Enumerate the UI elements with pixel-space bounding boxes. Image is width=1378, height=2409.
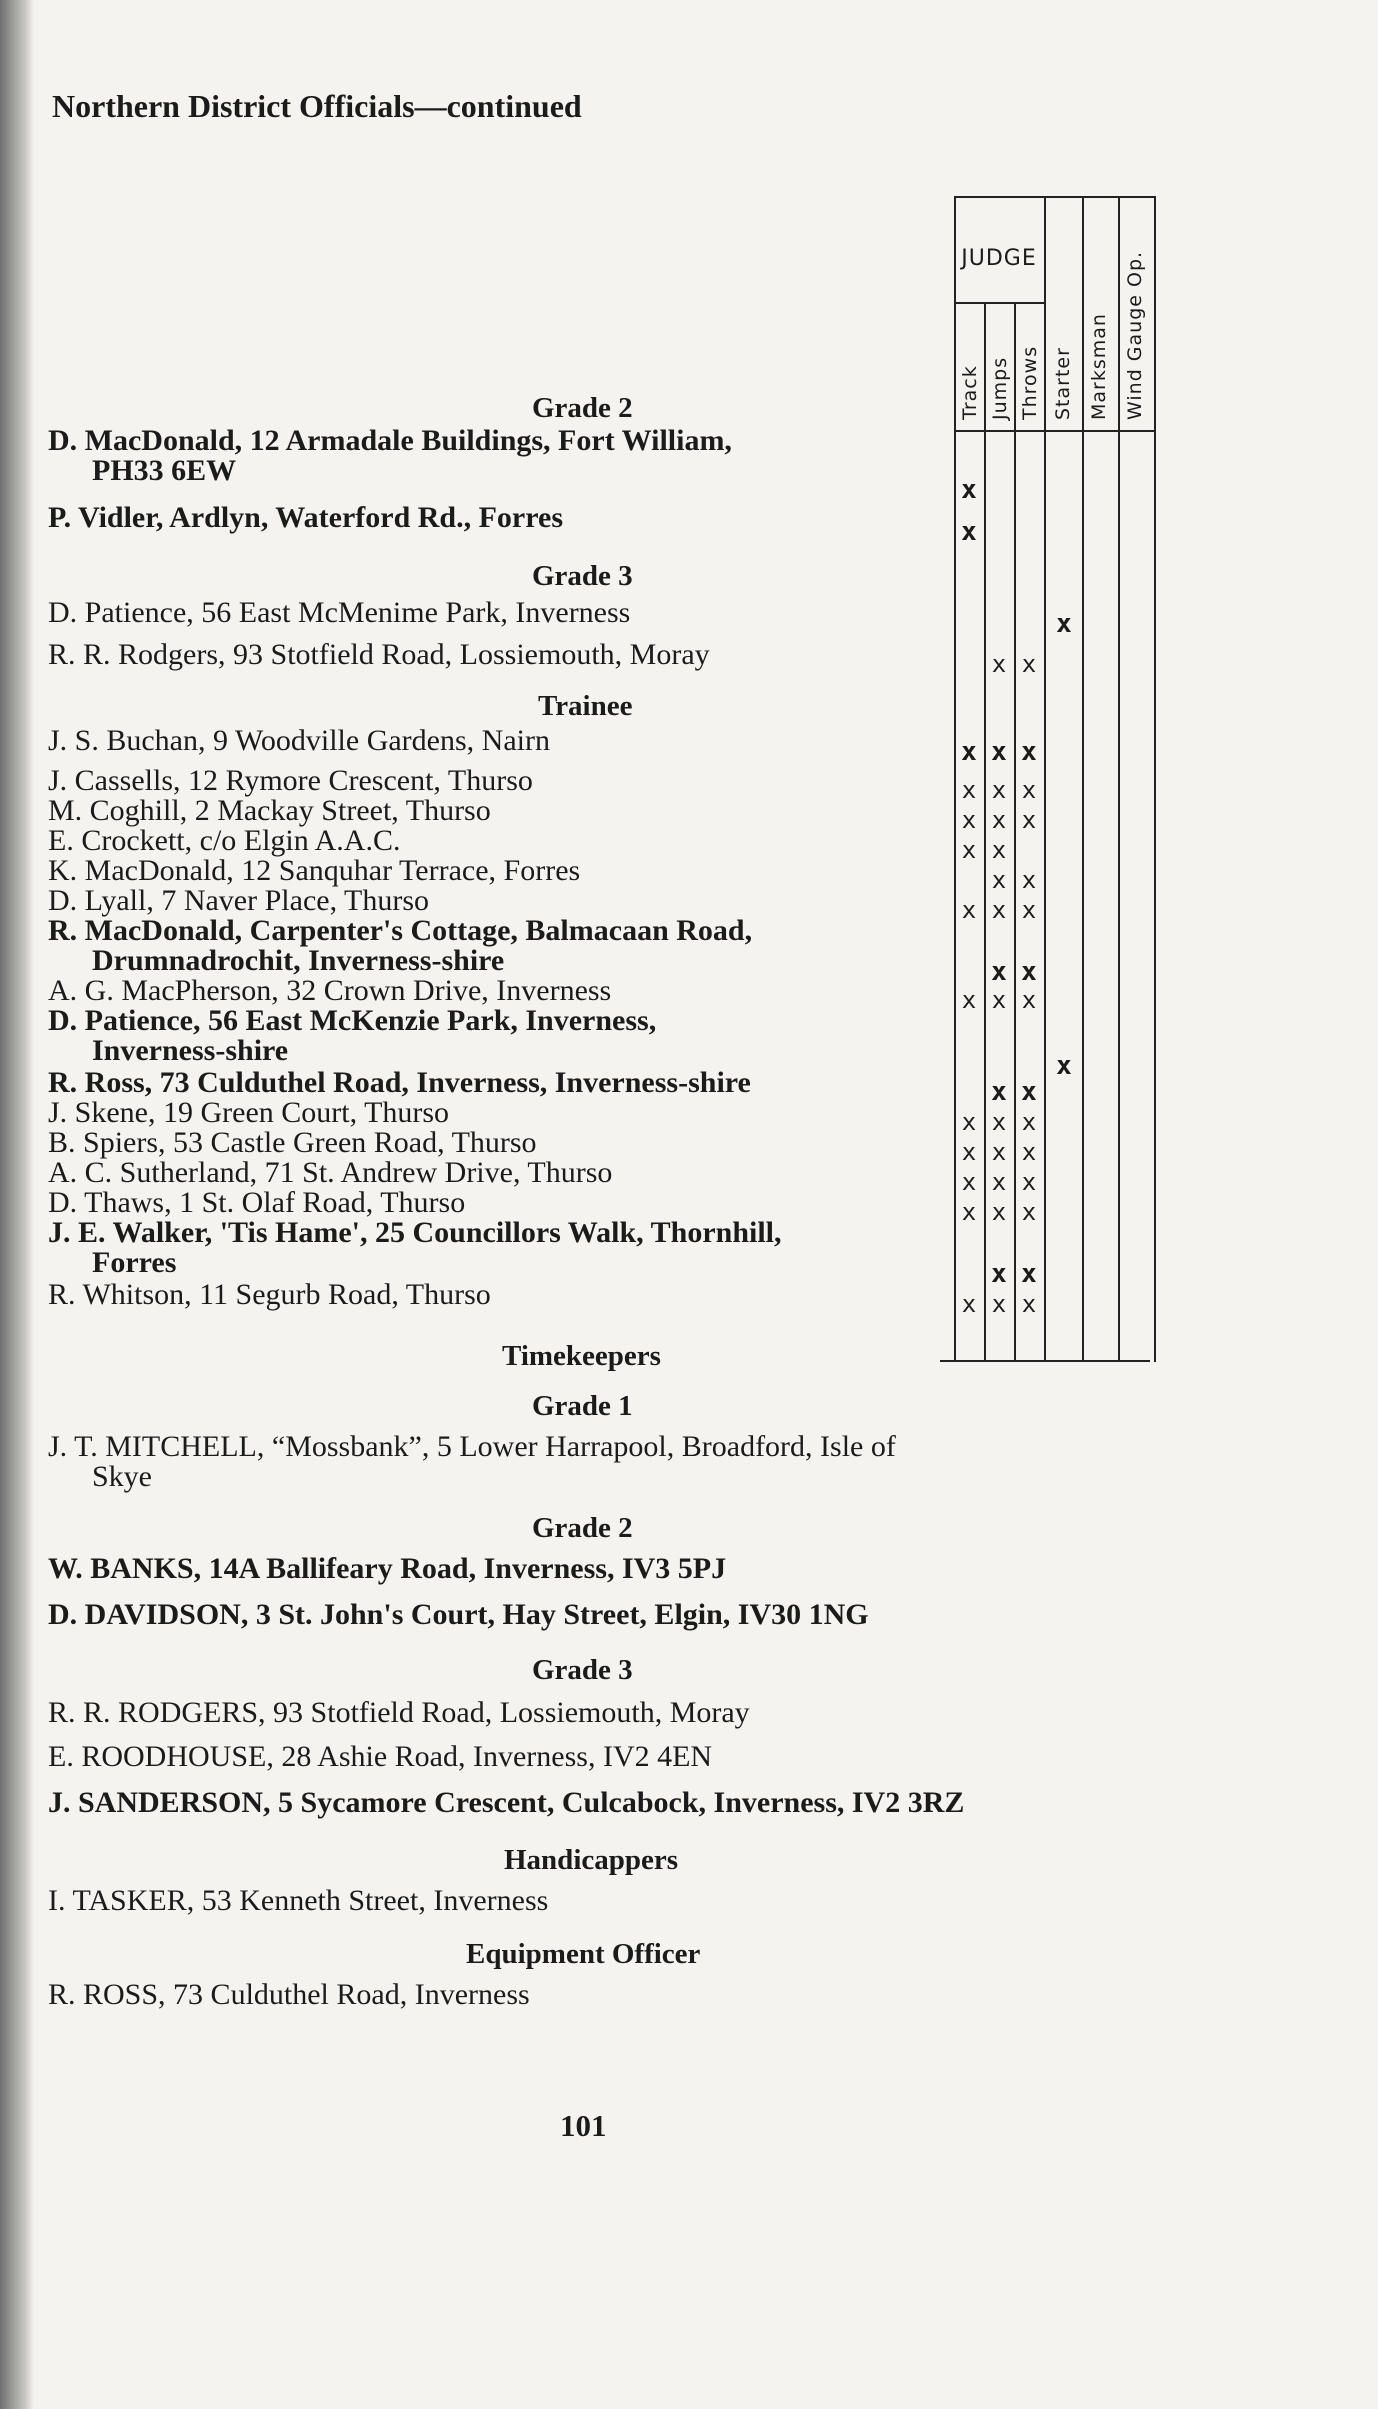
book-spine-shadow — [0, 0, 34, 2409]
official-entry — [48, 1128, 537, 1158]
official-entry — [48, 426, 732, 486]
entry-line: R. ROSS, 73 Culduthel Road, Inverness — [48, 1978, 530, 2011]
entry-line: J. E. Walker, 'Tis Hame', 25 Councillors Walk, Thornhill, — [48, 1216, 782, 1249]
timekeeper-entry — [48, 1742, 712, 1772]
timekeeper-entry — [48, 1788, 964, 1818]
grid-mark-jumps: x — [991, 1198, 1007, 1226]
grid-mark-throws: x — [1021, 806, 1037, 834]
entry-line: R. Whitson, 11 Segurb Road, Thurso — [48, 1278, 491, 1311]
official-entry — [48, 1006, 656, 1066]
entry-line: J. Cassells, 12 Rymore Crescent, Thurso — [48, 764, 533, 797]
judge-group-label: JUDGE — [961, 246, 1037, 271]
column-label-throws: Throws — [1019, 345, 1041, 420]
entry-line: A. C. Sutherland, 71 St. Andrew Drive, Thurso — [48, 1156, 613, 1189]
entry-line: E. Crockett, c/o Elgin A.A.C. — [48, 824, 401, 857]
grid-mark-track: x — [961, 986, 977, 1014]
heading-timekeepers-grade-1: Grade 1 — [532, 1390, 633, 1422]
grid-mark-track: x — [961, 1138, 977, 1166]
official-entry — [48, 1098, 449, 1128]
official-entry — [48, 1280, 491, 1310]
grid-mark-track: x — [961, 517, 977, 547]
grid-mark-throws: x — [1021, 866, 1037, 894]
grid-mark-throws: x — [1021, 1198, 1037, 1226]
entry-line: K. MacDonald, 12 Sanquhar Terrace, Forres — [48, 854, 581, 887]
entry-line: R. MacDonald, Carpenter's Cottage, Balmacaan Road, — [48, 914, 753, 947]
heading-grade-3: Grade 3 — [532, 560, 633, 592]
entry-line: D. DAVIDSON, 3 St. John's Court, Hay Street, Elgin, IV30 1NG — [48, 1598, 869, 1631]
grid-mark-track: x — [961, 1168, 977, 1196]
entry-line: D. MacDonald, 12 Armadale Buildings, Fort William, — [48, 424, 732, 457]
grid-mark-track: x — [961, 896, 977, 924]
official-entry — [48, 640, 710, 670]
grid-mark-throws: x — [1021, 1290, 1037, 1318]
column-label-jumps: Jumps — [989, 356, 1011, 420]
grid-mark-track: x — [961, 1290, 977, 1318]
entry-line: J. Skene, 19 Green Court, Thurso — [48, 1096, 450, 1129]
entry-line: M. Coghill, 2 Mackay Street, Thurso — [48, 794, 491, 827]
grid-mark-throws: x — [1021, 986, 1037, 1014]
grid-divider-jumps — [1014, 302, 1016, 1362]
entry-line: E. ROODHOUSE, 28 Ashie Road, Inverness, IV2 4EN — [48, 1740, 713, 1773]
timekeeper-entry — [48, 1698, 750, 1728]
entry-line-cont: Skye — [92, 1460, 152, 1493]
heading-trainee: Trainee — [538, 690, 633, 722]
official-entry — [48, 976, 611, 1006]
entry-line-cont: PH33 6EW — [92, 454, 237, 487]
grid-border-right — [1154, 196, 1156, 1362]
heading-grade-2: Grade 2 — [532, 392, 633, 424]
equipment-officer-entry — [48, 1980, 530, 2010]
grid-mark-jumps: x — [991, 1259, 1007, 1289]
entry-line: A. G. MacPherson, 32 Crown Drive, Inverness — [48, 974, 612, 1007]
page-number: 101 — [560, 2108, 607, 2143]
entry-line-cont: Forres — [92, 1246, 177, 1279]
heading-handicappers: Handicappers — [504, 1844, 679, 1876]
grid-mark-track: x — [961, 475, 977, 505]
grid-mark-jumps: x — [991, 1108, 1007, 1136]
grid-mark-throws: x — [1021, 896, 1037, 924]
official-entry — [48, 1188, 465, 1218]
grid-mark-jumps: x — [991, 650, 1007, 678]
entry-line: P. Vidler, Ardlyn, Waterford Rd., Forres — [48, 501, 564, 534]
official-entry — [48, 1068, 751, 1098]
entry-line: J. SANDERSON, 5 Sycamore Crescent, Culcabock, Inverness, IV2 3RZ — [48, 1786, 965, 1819]
heading-timekeepers: Timekeepers — [502, 1340, 661, 1372]
grid-mark-jumps: x — [991, 776, 1007, 804]
grid-mark-starter: x — [1056, 1051, 1072, 1081]
entry-line: D. Patience, 56 East McMenime Park, Inverness — [48, 596, 631, 629]
official-entry — [48, 1218, 782, 1278]
entry-line: I. TASKER, 53 Kenneth Street, Inverness — [48, 1884, 549, 1917]
official-entry — [48, 1158, 612, 1188]
grid-mark-jumps: x — [991, 1168, 1007, 1196]
grid-mark-throws: x — [1021, 1259, 1037, 1289]
grid-mark-throws: x — [1021, 957, 1037, 987]
official-entry — [48, 856, 580, 886]
timekeeper-entry — [48, 1600, 869, 1630]
grid-mark-throws: x — [1021, 1108, 1037, 1136]
grid-mark-jumps: x — [991, 986, 1007, 1014]
grid-top-rule — [954, 196, 1156, 198]
grid-mark-track: x — [961, 737, 977, 767]
entry-line-cont: Inverness-shire — [92, 1034, 289, 1067]
grid-mark-throws: x — [1021, 1077, 1037, 1107]
grid-mark-jumps: x — [991, 737, 1007, 767]
grid-mark-throws: x — [1021, 776, 1037, 804]
timekeeper-entry — [48, 1554, 726, 1584]
grid-mark-track: x — [961, 806, 977, 834]
page-title: Northern District Officials—continued — [52, 88, 582, 124]
grid-mark-jumps: x — [991, 806, 1007, 834]
entry-line: R. R. RODGERS, 93 Stotfield Road, Lossiemouth, Moray — [48, 1696, 750, 1729]
entry-line: J. S. Buchan, 9 Woodville Gardens, Nairn — [48, 724, 550, 757]
entry-line: J. T. MITCHELL, “Mossbank”, 5 Lower Harrapool, Broadford, Isle of — [48, 1430, 896, 1463]
official-entry — [48, 886, 429, 916]
official-entry — [48, 826, 400, 856]
grid-mark-track: x — [961, 1198, 977, 1226]
heading-timekeepers-grade-3: Grade 3 — [532, 1654, 633, 1686]
grid-mark-jumps: x — [991, 836, 1007, 864]
grid-mark-throws: x — [1021, 1168, 1037, 1196]
grid-divider-track — [984, 302, 986, 1362]
official-entry — [48, 796, 491, 826]
official-entry — [48, 503, 563, 533]
entry-line: R. Ross, 73 Culduthel Road, Inverness, Inverness-shire — [48, 1066, 751, 1099]
grid-mark-jumps: x — [991, 896, 1007, 924]
column-label-wind-gauge: Wind Gauge Op. — [1124, 250, 1146, 420]
heading-timekeepers-grade-2: Grade 2 — [532, 1512, 633, 1544]
grid-mark-throws: x — [1021, 1138, 1037, 1166]
entry-line: D. Lyall, 7 Naver Place, Thurso — [48, 884, 430, 917]
entry-line: D. Patience, 56 East McKenzie Park, Inverness, — [48, 1004, 657, 1037]
grid-mark-starter: x — [1056, 609, 1072, 639]
grid-mark-jumps: x — [991, 866, 1007, 894]
entry-line: W. BANKS, 14A Ballifeary Road, Inverness, IV3 5PJ — [48, 1552, 727, 1585]
official-entry — [48, 766, 533, 796]
column-label-marksman: Marksman — [1088, 313, 1110, 420]
entry-line: D. Thaws, 1 St. Olaf Road, Thurso — [48, 1186, 466, 1219]
entry-line: B. Spiers, 53 Castle Green Road, Thurso — [48, 1126, 537, 1159]
grid-mark-track: x — [961, 776, 977, 804]
entry-line: R. R. Rodgers, 93 Stotfield Road, Lossiemouth, Moray — [48, 638, 710, 671]
grid-mark-jumps: x — [991, 1077, 1007, 1107]
official-entry — [48, 598, 630, 628]
official-entry — [48, 916, 752, 976]
grid-mark-track: x — [961, 1108, 977, 1136]
column-label-starter: Starter — [1052, 347, 1074, 420]
grid-mark-jumps: x — [991, 957, 1007, 987]
heading-equipment-officer: Equipment Officer — [466, 1938, 701, 1970]
official-entry — [48, 726, 550, 756]
grid-mark-jumps: x — [991, 1138, 1007, 1166]
handicapper-entry — [48, 1886, 548, 1916]
grid-mark-track: x — [961, 836, 977, 864]
column-label-track: Track — [959, 365, 981, 420]
grid-mark-throws: x — [1021, 650, 1037, 678]
timekeeper-entry — [48, 1432, 896, 1492]
grid-mark-throws: x — [1021, 737, 1037, 767]
grid-mark-jumps: x — [991, 1290, 1007, 1318]
entry-line-cont: Drumnadrochit, Inverness-shire — [92, 944, 505, 977]
